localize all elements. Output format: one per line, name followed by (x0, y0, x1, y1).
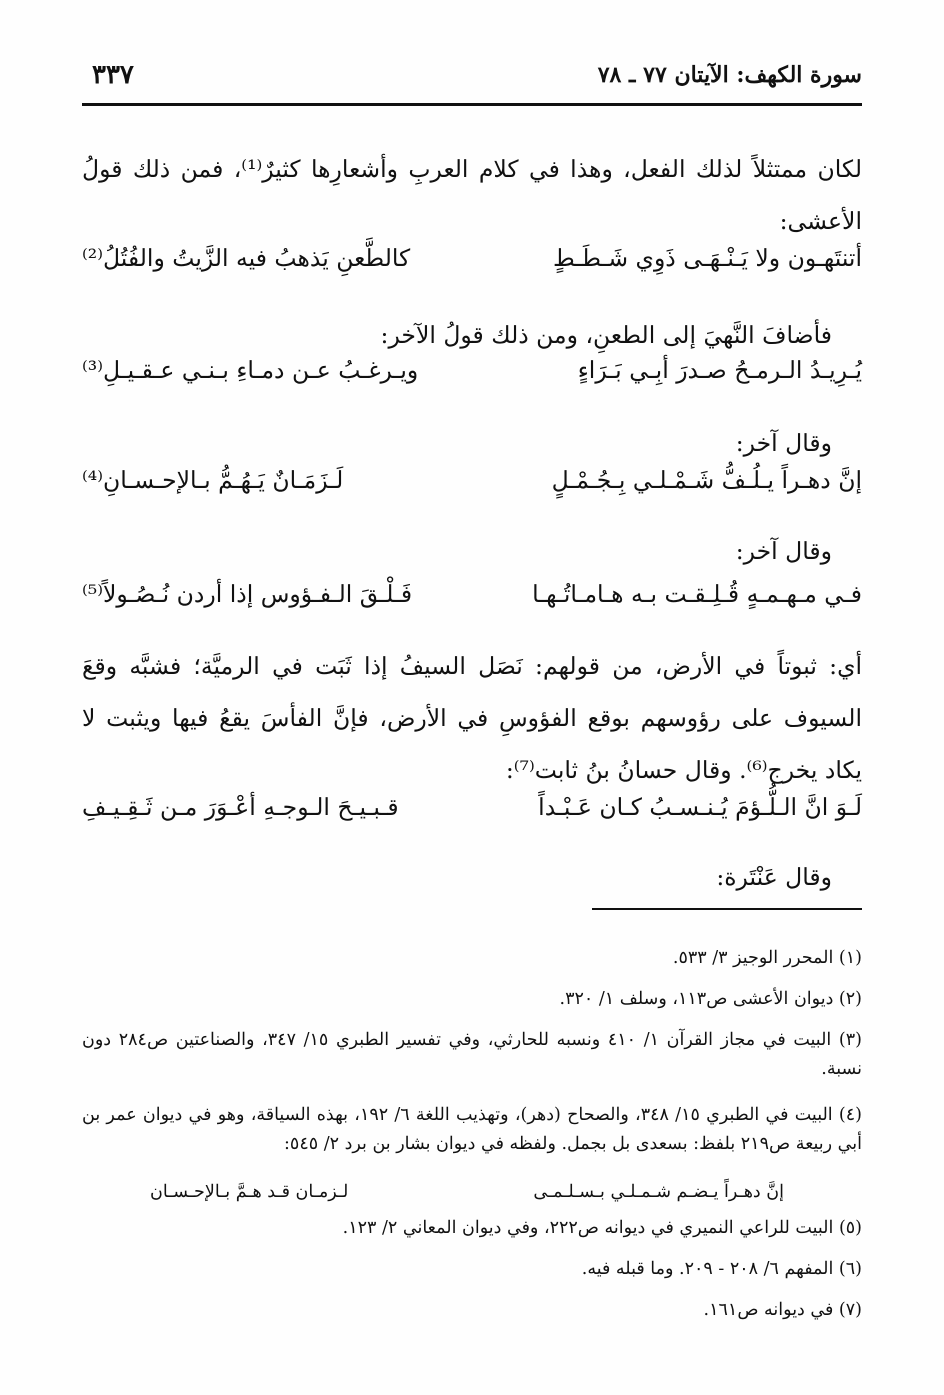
footnote: (٢) ديوان الأعشى ص١١٣، وسلف ١/ ٣٢٠. (559, 989, 862, 1009)
footnote-separator (592, 908, 862, 910)
paragraph-intro: لكان ممتثلاً لذلك الفعل، وهذا في كلام العربِ وأشعارِها كثيرٌ⁽¹⁾، فمن ذلك قولُ الأعشى: (82, 155, 863, 235)
page-number: ٣٣٧ (92, 60, 134, 90)
verse-line (82, 466, 862, 510)
verse-first-hemistich: إنَّ دهـراً يـلُـفُّ شَـمْـلـي بِـجُـمْـلٍ (551, 466, 862, 494)
verse-line (82, 580, 862, 624)
verse-second-hemistich: ويـرغـبُ عـن دمـاءِ بـنـي عـقـيـلِ⁽³⁾ (82, 356, 419, 384)
verse-first-hemistich: فـي مـهـمـهٍ قُـلِـقـت بـه هـامـاتُـهـا (532, 580, 862, 608)
verse-second-hemistich: لَـزَمَـانٌ يَـهُـمُّ بـالإحـسـانِ⁽⁴⁾ (82, 466, 344, 494)
header-rule (82, 103, 862, 106)
footnote: (٥) البيت للراعي النميري في ديوانه ص٢٢٢، وفي ديوان المعاني ٢/ ١٢٣. (342, 1218, 862, 1238)
footnote: (٤) البيت في الطبري ١٥/ ٣٤٨، والصحاح (دهر)، وتهذيب اللغة ٦/ ١٩٢، بهذه السياقة، وهو في ديوان عمر بن أبي ربيعة ص٢١٩ بلفظ: بسعدى بل بجمل. ولفظه في ديوان بشار بن برد ٢/ ٥٤٥: (82, 1105, 862, 1154)
verse-second-hemistich: فَـلْـقَ الـفـؤوس إذا أردن نُـصُـولاً⁽⁵⁾ (82, 580, 413, 608)
footnote: (٧) في ديوانه ص١٦١. (703, 1300, 862, 1320)
footnote: (٣) البيت في مجاز القرآن ١/ ٤١٠ ونسبه للحارثي، وفي تفسير الطبري ١٥/ ٣٤٧، والصناعتين ص٢٨٤ دون نسبة. (82, 1030, 862, 1079)
verse-first-hemistich: يُـرِيـدُ الـرمـحُ صـدرَ أبِـي بَـرَاءٍ (577, 356, 862, 384)
paragraph: وقال آخر: (735, 537, 832, 565)
verse-line (82, 244, 862, 288)
verse-first-hemistich: لَـوَ انَّ الـلُّـؤمَ يُـنـسـبُ كـان عَـبْـداً (538, 793, 862, 821)
verse-first-hemistich: إنَّ دهـراً يـضـم شـمـلـي بـسـلـمـى (533, 1182, 784, 1202)
verse-line (82, 356, 862, 400)
verse-second-hemistich: لـزمـان قـد هـمَّ بـالإحـسـان (150, 1182, 349, 1202)
paragraph: أي: ثبوتاً في الأرض، من قولهم: نَصَل السيفُ إذا ثَبَت في الرميَّة؛ فشبَّه وقعَ السيوف على رؤوسهم بوقع الفؤوسِ في الأرض، فإنَّ الفأسَ يقعُ فيها ويثبت لا يكاد يخرج⁽⁶⁾. وقال حسانُ بنُ ثابت⁽⁷⁾: (82, 652, 862, 784)
paragraph: وقال عَنْتَرة: (716, 863, 832, 891)
verse-second-hemistich: قـبـيـحَ الـوجـهِ أعْـوَرَ مـن ثَـقِـيـفِ (82, 793, 399, 821)
paragraph: فأضافَ النَّهيَ إلى الطعنِ، ومن ذلك قولُ الآخر: (380, 321, 832, 349)
verse-second-hemistich: كالطَّعنِ يَذهبُ فيه الزَّيتُ والفُتُلُ⁽²⁾ (82, 244, 411, 272)
running-header-title: سورة الكهف: الآيتان ٧٧ ـ ٧٨ (597, 62, 862, 88)
verse-first-hemistich: أتنتَهـون ولا يَـنْـهَـى ذَوِي شَـطَـطٍ (553, 244, 862, 272)
footnote: (٦) المفهم ٦/ ٢٠٨ - ٢٠٩. وما قبله فيه. (581, 1259, 862, 1279)
verse-line (82, 793, 862, 837)
paragraph: وقال آخر: (735, 429, 832, 457)
footnote-verse-line (150, 1182, 784, 1210)
footnote: (١) المحرر الوجيز ٣/ ٥٣٣. (672, 948, 862, 968)
